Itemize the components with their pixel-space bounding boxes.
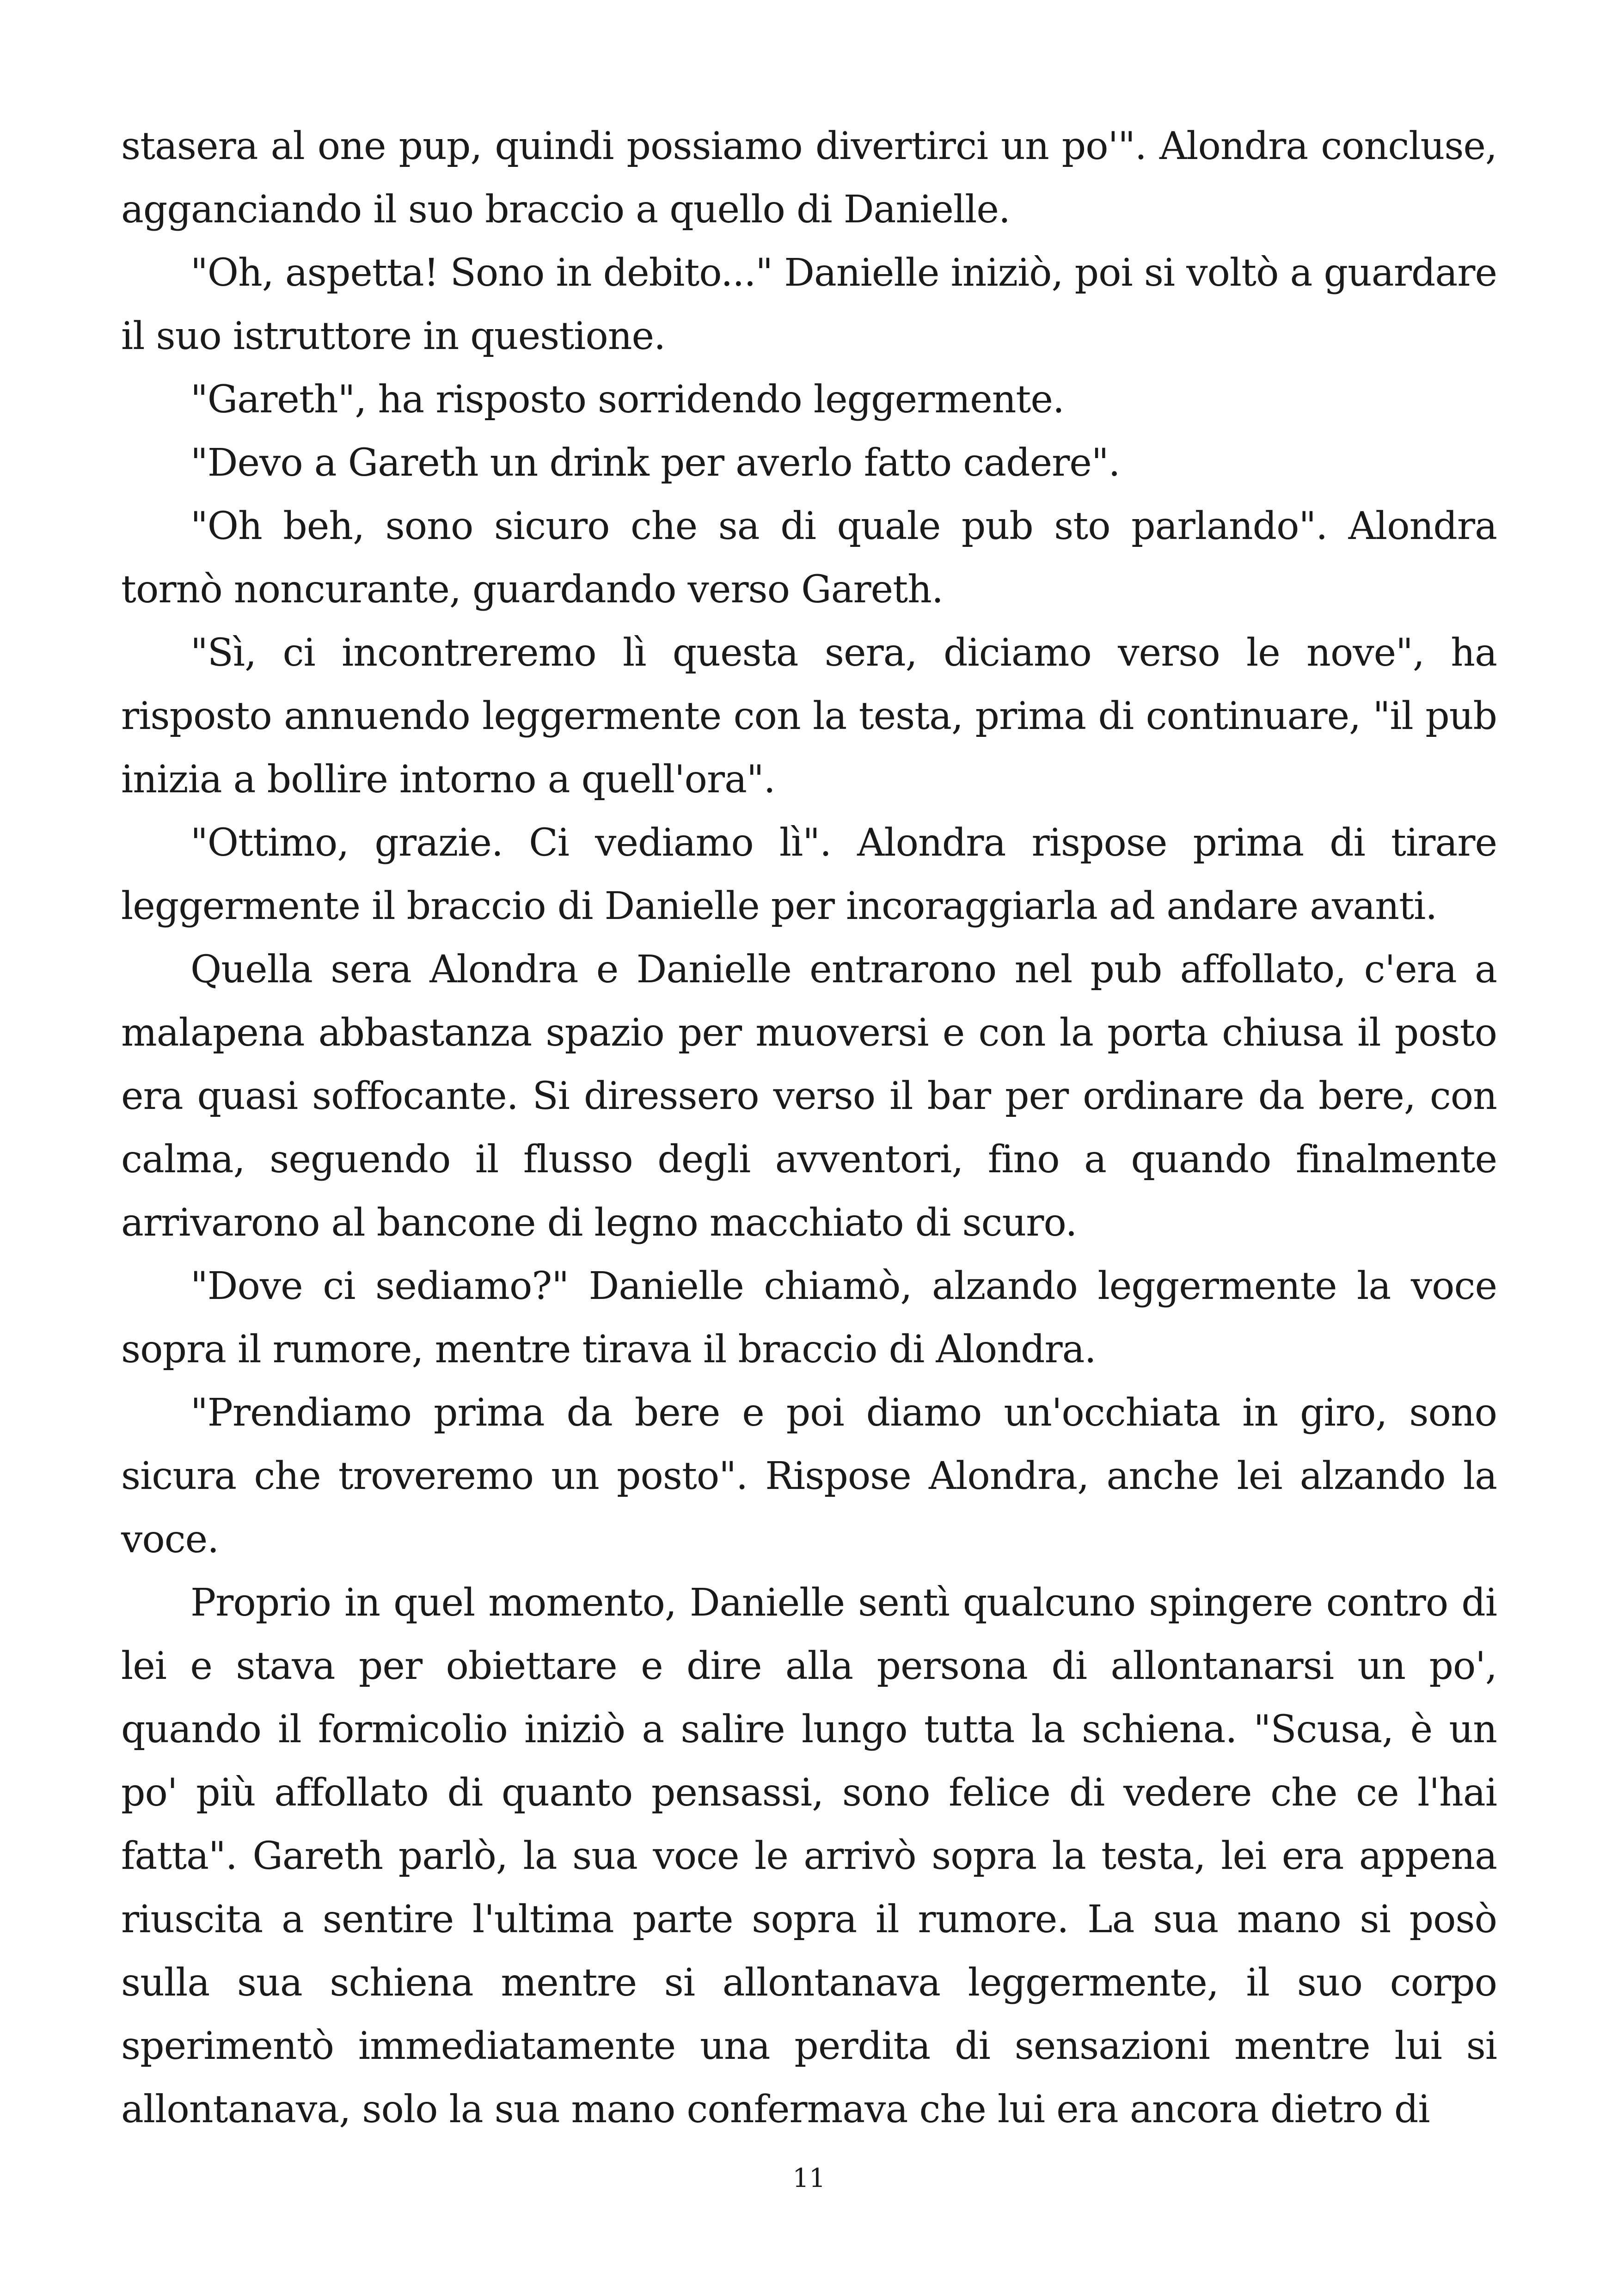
paragraph: "Oh beh, sono sicuro che sa di quale pub sto parlando". Alondra tornò noncurante, guardando verso Gareth.	[121, 504, 1497, 612]
paragraph: Proprio in quel momento, Danielle sentì qualcuno spingere contro di lei e stava per obiettare e dire alla persona di allontanarsi un po', quando il formicolio iniziò a salire lungo tutta la schiena. "Scusa, è un po' più affollato di quanto pensassi, sono felice di vedere che ce l'hai fatta". Gareth parlò, la sua voce le arrivò sopra la testa, lei era appena riuscita a sentire l'ultima parte sopra il rumore. La sua mano si posò sulla sua schiena mentre si allontanava leggermente, il suo corpo sperimentò immediatamente una perdita di sensazioni mentre lui si allontanava, solo la sua mano confermava che lui era ancora dietro di	[121, 1581, 1497, 2131]
body-text	[121, 115, 1497, 2141]
page-number: 11	[792, 2163, 826, 2193]
paragraph: "Gareth", ha risposto sorridendo leggermente.	[190, 378, 1064, 422]
paragraph: "Oh, aspetta! Sono in debito..." Danielle iniziò, poi si voltò a guardare il suo istruttore in questione.	[121, 251, 1497, 358]
paragraph: stasera al one pup, quindi possiamo divertirci un po'". Alondra concluse, agganciando il suo braccio a quello di Danielle.	[121, 124, 1497, 232]
paragraph: "Dove ci sediamo?" Danielle chiamò, alzando leggermente la voce sopra il rumore, mentre tirava il braccio di Alondra.	[121, 1264, 1497, 1371]
paragraph: "Ottimo, grazie. Ci vediamo lì". Alondra rispose prima di tirare leggermente il braccio di Danielle per incoraggiarla ad andare avanti.	[121, 821, 1497, 928]
paragraph: "Sì, ci incontreremo lì questa sera, diciamo verso le nove", ha risposto annuendo leggermente con la testa, prima di continuare, "il pub inizia a bollire intorno a quell'ora".	[121, 631, 1497, 802]
paragraph: "Prendiamo prima da bere e poi diamo un'occhiata in giro, sono sicura che troveremo un posto". Rispose Alondra, anche lei alzando la voce.	[121, 1391, 1497, 1561]
paragraph: "Devo a Gareth un drink per averlo fatto cadere".	[190, 441, 1120, 485]
paragraph: Quella sera Alondra e Danielle entrarono nel pub affollato, c'era a malapena abbastanza spazio per muoversi e con la porta chiusa il posto era quasi soffocante. Si diressero verso il bar per ordinare da bere, con calma, seguendo il flusso degli avventori, fino a quando finalmente arrivarono al bancone di legno macchiato di scuro.	[121, 948, 1497, 1245]
